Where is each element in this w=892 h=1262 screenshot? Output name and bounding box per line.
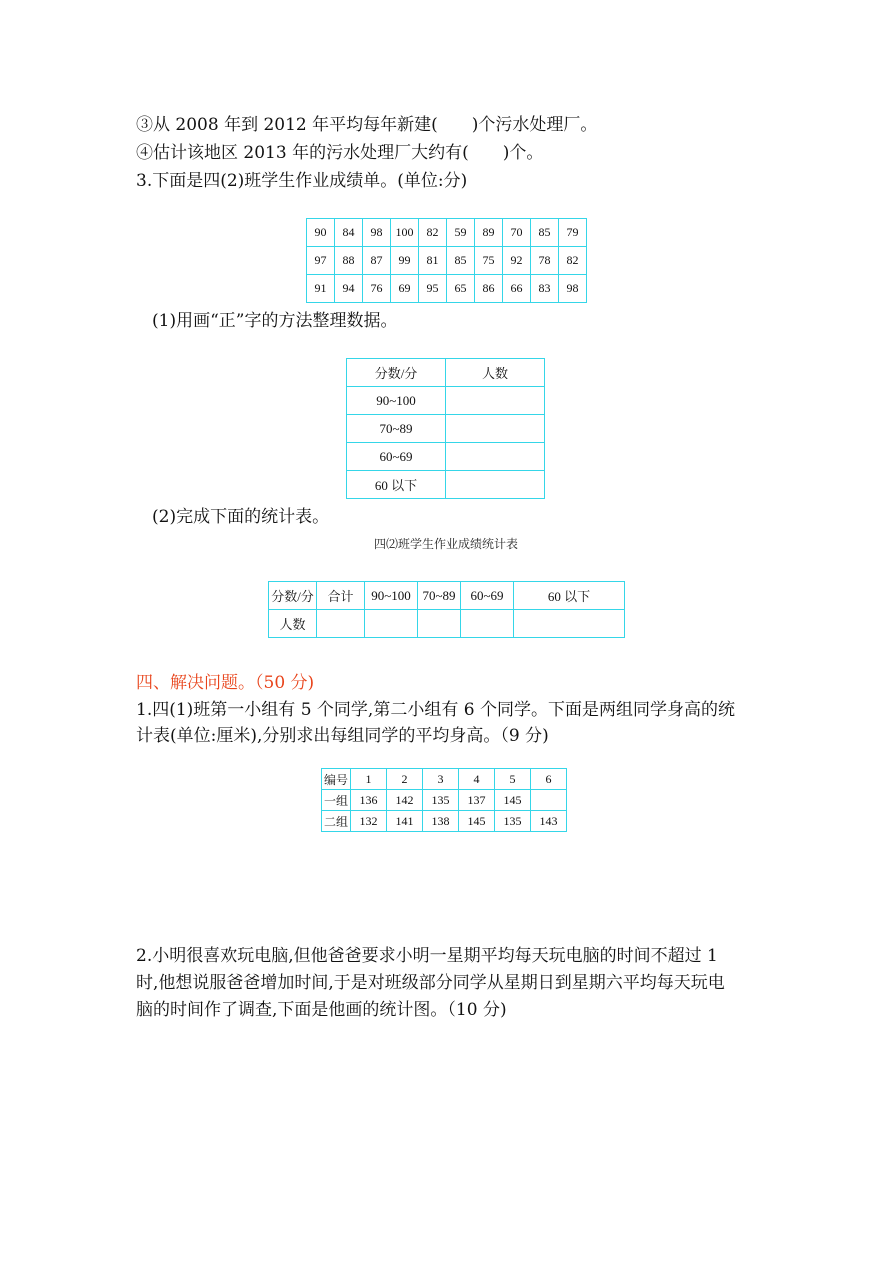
table-header-row (269, 582, 625, 610)
q3-sub3-text: ③从 2008 年到 2012 年平均每年新建( )个污水处理厂。 (136, 115, 598, 135)
tally-answer-cell[interactable] (446, 387, 545, 415)
table-row (269, 610, 625, 638)
tally-answer-cell[interactable] (446, 415, 545, 443)
score-cell: 84 (335, 219, 363, 247)
score-cell: 98 (559, 275, 587, 303)
height-cell: 138 (423, 811, 459, 832)
score-cell: 87 (363, 247, 391, 275)
score-cell: 65 (447, 275, 475, 303)
height-cell: 142 (387, 790, 423, 811)
table-row (347, 415, 545, 443)
score-cell: 76 (363, 275, 391, 303)
table-row (307, 275, 587, 303)
score-cell: 91 (307, 275, 335, 303)
score-cell: 79 (559, 219, 587, 247)
height-cell: 145 (459, 811, 495, 832)
header-cell: 3 (423, 769, 459, 790)
problem2-line2: 时,他想说服爸爸增加时间,于是对班级部分同学从星期日到星期六平均每天玩电 (136, 973, 725, 993)
header-cell: 6 (531, 769, 567, 790)
header-cell: 人数 (446, 359, 545, 387)
score-cell: 59 (447, 219, 475, 247)
header-cell: 5 (495, 769, 531, 790)
table-header-row (322, 769, 567, 790)
answer-cell[interactable] (461, 610, 514, 638)
score-cell: 98 (363, 219, 391, 247)
header-cell: 4 (459, 769, 495, 790)
score-cell: 66 (503, 275, 531, 303)
height-cell: 143 (531, 811, 567, 832)
table-row (307, 219, 587, 247)
score-cell: 92 (503, 247, 531, 275)
score-cell: 82 (559, 247, 587, 275)
table-row (347, 471, 545, 499)
q3-intro-text: 3.下面是四(2)班学生作业成绩单。(单位:分) (136, 171, 468, 191)
group-label-cell: 二组 (322, 811, 351, 832)
score-cell: 86 (475, 275, 503, 303)
group-label-cell: 一组 (322, 790, 351, 811)
answer-cell[interactable] (317, 610, 365, 638)
height-cell: 145 (495, 790, 531, 811)
tally-table (346, 358, 545, 499)
score-range-cell: 90~100 (347, 387, 446, 415)
part2-instruction: (2)完成下面的统计表。 (152, 507, 330, 527)
score-range-cell: 70~89 (347, 415, 446, 443)
table-header-row (347, 359, 545, 387)
header-cell: 合计 (317, 582, 365, 610)
height-cell: 136 (351, 790, 387, 811)
score-cell: 81 (419, 247, 447, 275)
row-label-cell: 人数 (269, 610, 317, 638)
problem1-line1: 1.四(1)班第一小组有 5 个同学,第二小组有 6 个同学。下面是两组同学身高的统 (136, 700, 735, 720)
height-cell: 135 (423, 790, 459, 811)
score-cell: 89 (475, 219, 503, 247)
part1-instruction: (1)用画“正”字的方法整理数据。 (152, 311, 398, 331)
header-cell: 分数/分 (269, 582, 317, 610)
score-cell: 70 (503, 219, 531, 247)
score-cell: 88 (335, 247, 363, 275)
stat-table (268, 581, 625, 638)
header-cell: 2 (387, 769, 423, 790)
height-cell: 132 (351, 811, 387, 832)
header-cell: 1 (351, 769, 387, 790)
header-cell: 分数/分 (347, 359, 446, 387)
table-row (307, 247, 587, 275)
header-cell: 90~100 (365, 582, 418, 610)
section-title: 四、解决问题。（50 分) (136, 673, 315, 693)
table-row (322, 790, 567, 811)
score-cell: 100 (391, 219, 419, 247)
height-cell: 135 (495, 811, 531, 832)
score-cell: 69 (391, 275, 419, 303)
score-cell: 95 (419, 275, 447, 303)
score-cell: 94 (335, 275, 363, 303)
table-row (347, 443, 545, 471)
answer-cell[interactable] (514, 610, 625, 638)
score-cell: 82 (419, 219, 447, 247)
problem2-line1: 2.小明很喜欢玩电脑,但他爸爸要求小明一星期平均每天玩电脑的时间不超过 1 (136, 946, 718, 966)
table-row (347, 387, 545, 415)
score-cell: 97 (307, 247, 335, 275)
stat-table-caption: 四⑵班学生作业成绩统计表 (373, 537, 518, 551)
score-cell: 99 (391, 247, 419, 275)
score-cell: 75 (475, 247, 503, 275)
score-cell: 85 (447, 247, 475, 275)
problem2-line3: 脑的时间作了调查,下面是他画的统计图。（10 分) (136, 1000, 507, 1020)
answer-cell[interactable] (418, 610, 461, 638)
table-row (322, 811, 567, 832)
header-cell: 60~69 (461, 582, 514, 610)
score-cell: 85 (531, 219, 559, 247)
height-cell (531, 790, 567, 811)
score-cell: 83 (531, 275, 559, 303)
tally-answer-cell[interactable] (446, 471, 545, 499)
header-cell: 60 以下 (514, 582, 625, 610)
score-range-cell: 60~69 (347, 443, 446, 471)
header-cell: 编号 (322, 769, 351, 790)
score-range-cell: 60 以下 (347, 471, 446, 499)
score-cell: 78 (531, 247, 559, 275)
score-cell: 90 (307, 219, 335, 247)
problem1-line2: 计表(单位:厘米),分别求出每组同学的平均身高。（9 分) (136, 726, 549, 746)
heights-table (321, 768, 567, 832)
score-sheet-table (306, 218, 587, 303)
q3-sub4-text: ④估计该地区 2013 年的污水处理厂大约有( )个。 (136, 143, 544, 163)
height-cell: 141 (387, 811, 423, 832)
header-cell: 70~89 (418, 582, 461, 610)
height-cell: 137 (459, 790, 495, 811)
answer-cell[interactable] (365, 610, 418, 638)
tally-answer-cell[interactable] (446, 443, 545, 471)
